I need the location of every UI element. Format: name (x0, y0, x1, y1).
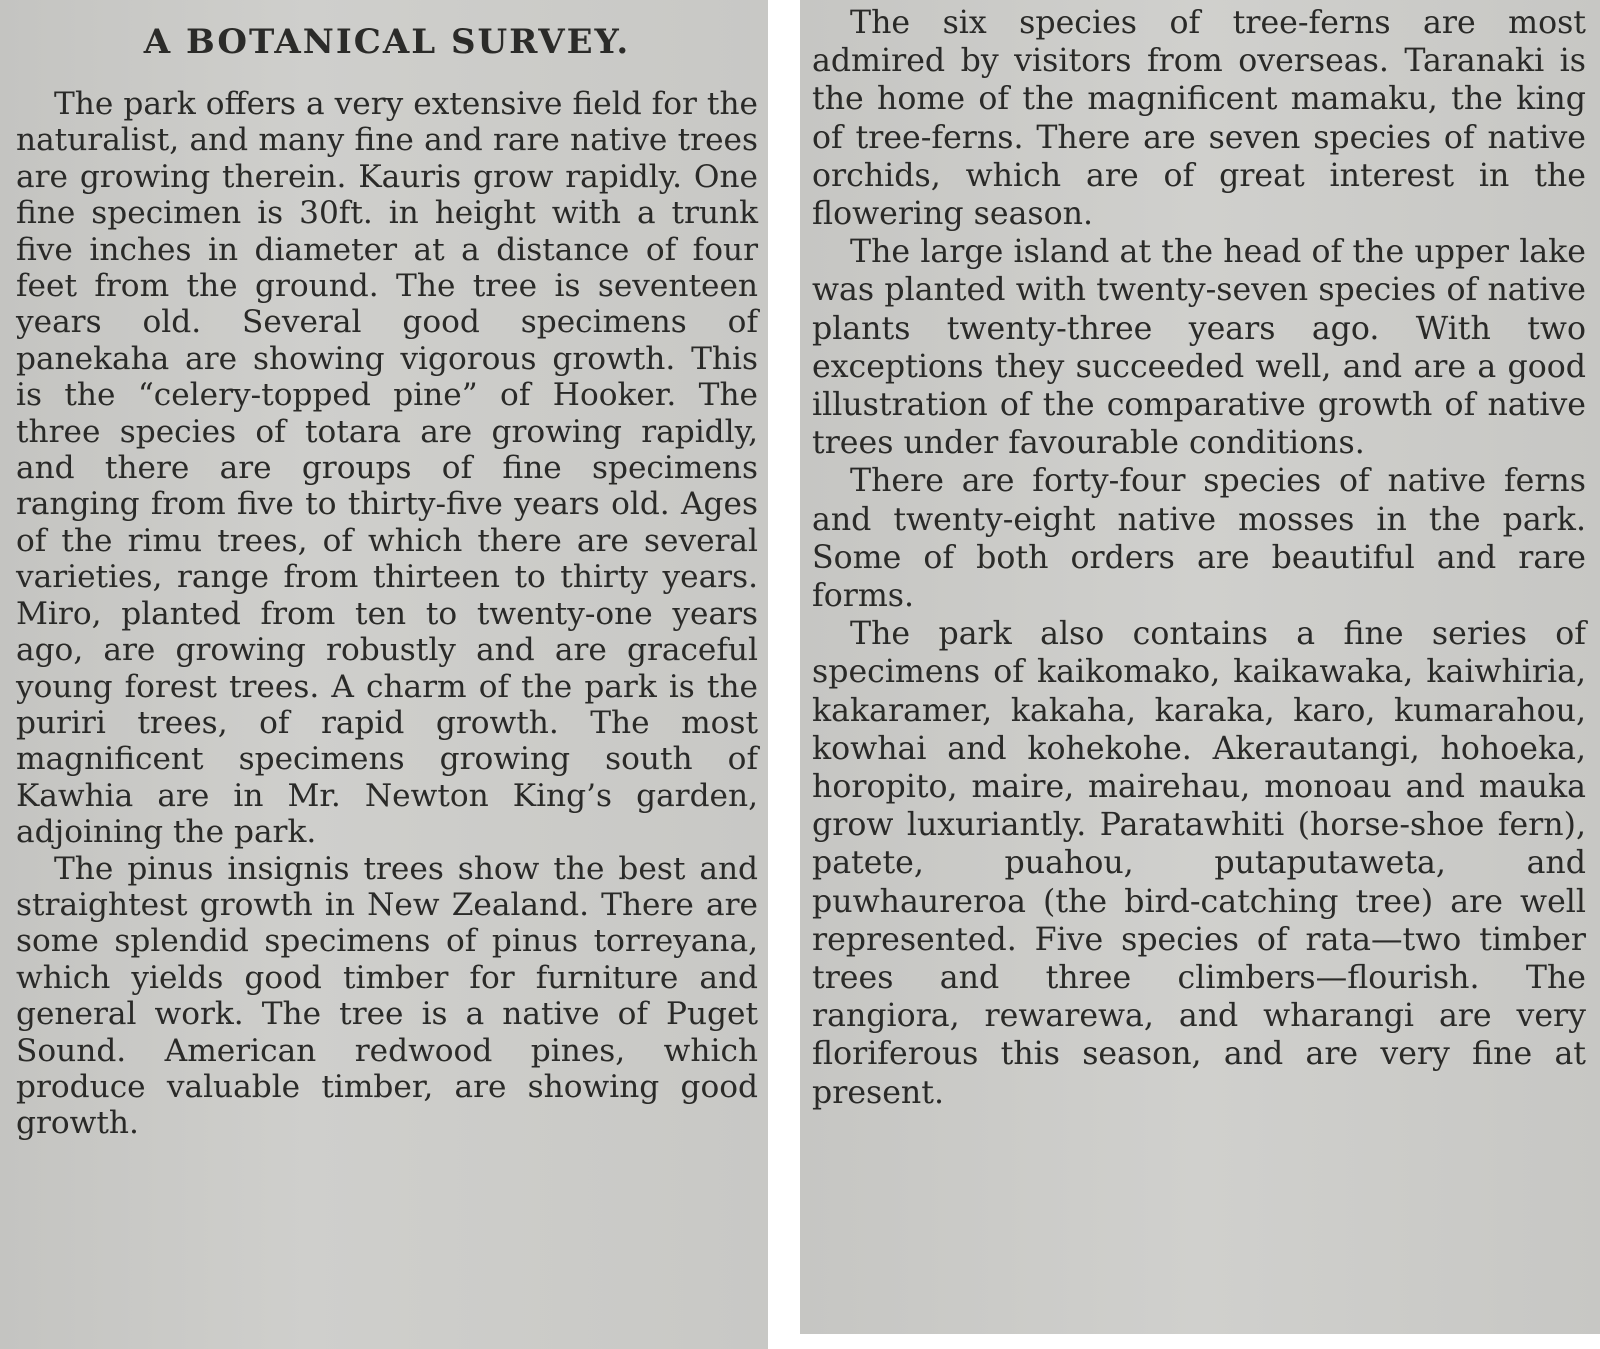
right-paragraph-4: The park also contains a fine series of specimens of kaikomako, kaikawaka, kaiwhiria, kakaramer, kakaha, karaka, karo, kumarahou, kowhai and kohekohe. Akerautangi, hohoeka, horopito, maire, mairehau, monoau and mauka grow luxuriantly. Paratawhiti (horse-shoe fern), patete, puahou, putaputaweta, and puwhaureroa (the bird-catching tree) are well represented. Five species of rata—two timber trees and three climbers—flourish. The rangiora, rewarewa, and wharangi are very floriferous this season, and are very fine at present. (812, 616, 1586, 1111)
right-paragraph-2: The large island at the head of the upper lake was planted with twenty-seven species of native plants twenty-three years ago. With two exceptions they succeeded well, and are a good illustration of the comparative growth of native trees under favourable conditions. (812, 234, 1586, 462)
left-paragraph-2: The pinus insignis trees show the best and straightest growth in New Zealand. There are some splendid specimens of pinus torreyana, which yields good timber for furniture and general work. The tree is a native of Puget Sound. American redwood pines, which produce valuable timber, are showing good growth. (16, 850, 758, 1142)
right-paragraph-1: The six species of tree-ferns are most admired by visitors from overseas. Taranaki is the home of the magnificent mamaku, the king of tree-ferns. There are seven species of native orchids, which are of great interest in the flowering season. (812, 5, 1586, 233)
left-clipping (0, 0, 768, 1349)
column-gap (768, 0, 800, 1349)
left-paragraph-1: The park offers a very extensive field for the naturalist, and many fine and rare native trees are growing therein. Kauris grow rapidly. One fine specimen is 30ft. in height with a trunk five inches in diameter at a distance of four feet from the ground. The tree is seventeen years old. Several good specimens of panekaha are showing vigorous growth. This is the “celery-topped pine” of Hooker. The three species of totara are growing rapidly, and there are groups of fine specimens ranging from five to thirty-five years old. Ages of the rimu trees, of which there are several varieties, range from thirteen to thirty years. Miro, planted from ten to twenty-one years ago, are growing robustly and are graceful young forest trees. A charm of the park is the puriri trees, of rapid growth. The most magnificent specimens growing south of Kawhia are in Mr. Newton King’s garden, adjoining the park. (16, 86, 758, 851)
article-heading: A BOTANICAL SURVEY. (143, 22, 631, 62)
right-clipping (800, 0, 1600, 1334)
right-paragraph-3: There are forty-four species of native ferns and twenty-eight native mosses in the park. Some of both orders are beautiful and rare forms. (812, 463, 1586, 615)
